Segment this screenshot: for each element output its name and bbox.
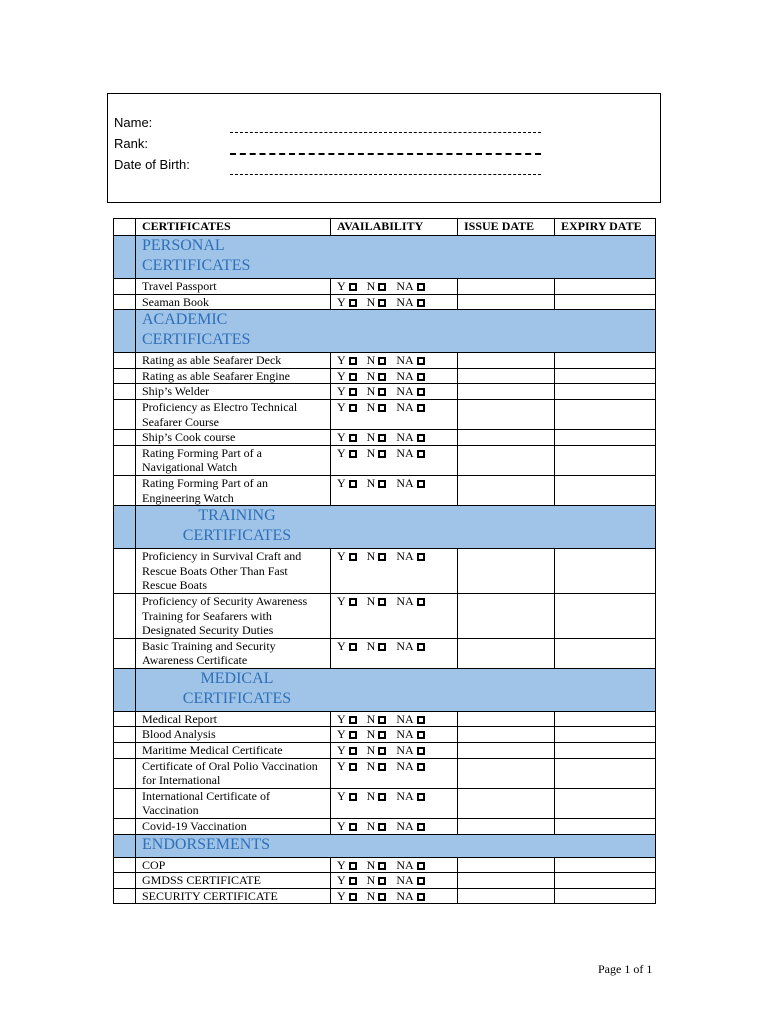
na-checkbox[interactable]: [417, 450, 425, 458]
availability-n-label: N: [366, 475, 376, 490]
table-row: [114, 711, 656, 727]
availability-n-label: N: [366, 430, 376, 445]
issue-date-cell[interactable]: [458, 399, 555, 429]
yes-checkbox[interactable]: [349, 373, 357, 381]
availability-na-label: NA: [396, 711, 414, 726]
na-checkbox[interactable]: [417, 598, 425, 606]
issue-date-cell[interactable]: [458, 279, 555, 295]
no-checkbox[interactable]: [378, 598, 386, 606]
expiry-date-cell[interactable]: [555, 873, 656, 889]
issue-date-cell[interactable]: [458, 368, 555, 384]
section-index-cell: [114, 668, 136, 711]
availability-n-label: N: [366, 279, 376, 293]
na-checkbox[interactable]: [417, 299, 425, 307]
na-checkbox[interactable]: [417, 823, 425, 831]
yes-checkbox[interactable]: [349, 598, 357, 606]
certificate-name: Medical Report: [136, 711, 331, 727]
table-row: [114, 727, 656, 743]
availability-cell: [331, 857, 458, 873]
certificate-name: Certificate of Oral Polio Vaccination for International: [136, 758, 331, 788]
issue-date-cell[interactable]: [458, 873, 555, 889]
certificate-name: Basic Training and Security Awareness Certificate: [136, 638, 331, 668]
no-checkbox[interactable]: [378, 373, 386, 381]
expiry-date-cell[interactable]: [555, 279, 656, 295]
availability-y-label: Y: [337, 399, 346, 414]
certificate-name: Maritime Medical Certificate: [136, 743, 331, 759]
availability-header: AVAILABILITY: [331, 219, 458, 236]
availability-n-label: N: [366, 368, 376, 383]
availability-cell: [331, 353, 458, 369]
yes-checkbox[interactable]: [349, 643, 357, 651]
row-index-cell: [114, 819, 136, 835]
availability-na-label: NA: [396, 819, 414, 834]
availability-y-label: Y: [337, 888, 346, 903]
availability-y-label: Y: [337, 743, 346, 758]
table-row: [114, 475, 656, 505]
na-checkbox[interactable]: [417, 893, 425, 901]
certificate-name: Ship’s Welder: [136, 384, 331, 400]
issue-date-cell[interactable]: [458, 727, 555, 743]
issue-date-cell[interactable]: [458, 857, 555, 873]
table-row: [114, 399, 656, 429]
certificate-name: COP: [136, 857, 331, 873]
availability-cell: [331, 368, 458, 384]
expiry-date-cell[interactable]: [555, 743, 656, 759]
no-checkbox[interactable]: [378, 716, 386, 724]
availability-cell: [331, 549, 458, 594]
certificate-name: Proficiency of Security Awareness Training for Seafarers with Designated Security Duties: [136, 593, 331, 638]
table-row: [114, 384, 656, 400]
availability-n-label: N: [366, 888, 376, 903]
no-checkbox[interactable]: [378, 862, 386, 870]
availability-n-label: N: [366, 593, 376, 608]
section-title: ACADEMIC CERTIFICATES: [142, 311, 251, 349]
certificates-body: [114, 236, 656, 904]
na-checkbox[interactable]: [417, 862, 425, 870]
expiry-date-cell[interactable]: [555, 758, 656, 788]
no-checkbox[interactable]: [378, 299, 386, 307]
availability-cell: [331, 788, 458, 818]
personal-info-box: [107, 93, 661, 203]
certificate-name: Blood Analysis: [136, 727, 331, 743]
expiry-date-cell[interactable]: [555, 445, 656, 475]
availability-n-label: N: [366, 758, 376, 773]
availability-y-label: Y: [337, 593, 346, 608]
no-checkbox[interactable]: [378, 434, 386, 442]
issue-date-cell[interactable]: [458, 430, 555, 446]
name-label: Name:: [114, 115, 153, 130]
dob-field[interactable]: [230, 174, 541, 175]
expiry-date-cell[interactable]: [555, 430, 656, 446]
availability-n-label: N: [366, 384, 376, 399]
section-row: [114, 506, 656, 549]
table-row: [114, 873, 656, 889]
availability-y-label: Y: [337, 549, 346, 564]
section-row: [114, 834, 656, 857]
availability-cell: [331, 888, 458, 904]
availability-y-label: Y: [337, 727, 346, 742]
no-checkbox[interactable]: [378, 643, 386, 651]
section-row: [114, 310, 656, 353]
section-title: MEDICAL CERTIFICATES: [182, 669, 292, 707]
availability-cell: [331, 279, 458, 295]
issue-date-cell[interactable]: [458, 475, 555, 505]
row-index-cell: [114, 743, 136, 759]
table-row: [114, 819, 656, 835]
availability-na-label: NA: [396, 873, 414, 888]
availability-cell: [331, 384, 458, 400]
availability-cell: [331, 638, 458, 668]
certificates-header: CERTIFICATES: [136, 219, 331, 236]
availability-y-label: Y: [337, 819, 346, 834]
availability-na-label: NA: [396, 430, 414, 445]
availability-n-label: N: [366, 445, 376, 460]
expiry-date-cell[interactable]: [555, 549, 656, 594]
yes-checkbox[interactable]: [349, 823, 357, 831]
row-index-cell: [114, 888, 136, 904]
availability-cell: [331, 758, 458, 788]
row-index-cell: [114, 549, 136, 594]
availability-na-label: NA: [396, 475, 414, 490]
row-index-cell: [114, 727, 136, 743]
na-checkbox[interactable]: [417, 553, 425, 561]
availability-y-label: Y: [337, 430, 346, 445]
availability-cell: [331, 445, 458, 475]
availability-cell: [331, 430, 458, 446]
certificate-name: SECURITY CERTIFICATE: [136, 888, 331, 904]
yes-checkbox[interactable]: [349, 731, 357, 739]
certificate-name: Rating Forming Part of an Engineering Watch: [136, 475, 331, 505]
availability-y-label: Y: [337, 638, 346, 653]
availability-na-label: NA: [396, 549, 414, 564]
availability-y-label: Y: [337, 475, 346, 490]
certificate-name: Travel Passport: [136, 279, 331, 295]
availability-y-label: Y: [337, 788, 346, 803]
table-row: [114, 445, 656, 475]
availability-y-label: Y: [337, 384, 346, 399]
certificate-name: Proficiency as Electro Technical Seafarer Course: [136, 399, 331, 429]
na-checkbox[interactable]: [417, 404, 425, 412]
availability-na-label: NA: [396, 353, 414, 368]
table-row: [114, 788, 656, 818]
availability-na-label: NA: [396, 788, 414, 803]
na-checkbox[interactable]: [417, 716, 425, 724]
no-checkbox[interactable]: [378, 747, 386, 755]
availability-cell: [331, 475, 458, 505]
availability-y-label: Y: [337, 294, 346, 309]
dob-label: Date of Birth:: [114, 157, 190, 172]
section-title: PERSONAL CERTIFICATES: [142, 237, 251, 274]
no-checkbox[interactable]: [378, 450, 386, 458]
availability-na-label: NA: [396, 743, 414, 758]
row-index-cell: [114, 399, 136, 429]
issue-date-cell[interactable]: [458, 353, 555, 369]
no-checkbox[interactable]: [378, 357, 386, 365]
row-index-cell: [114, 430, 136, 446]
section-index-cell: [114, 506, 136, 549]
expiry-date-cell[interactable]: [555, 294, 656, 310]
na-checkbox[interactable]: [417, 434, 425, 442]
yes-checkbox[interactable]: [349, 877, 357, 885]
availability-n-label: N: [366, 727, 376, 742]
certificates-table: [113, 218, 656, 904]
availability-na-label: NA: [396, 758, 414, 773]
availability-na-label: NA: [396, 279, 414, 293]
availability-y-label: Y: [337, 857, 346, 872]
issue-date-cell[interactable]: [458, 593, 555, 638]
expiry-date-cell[interactable]: [555, 368, 656, 384]
availability-na-label: NA: [396, 638, 414, 653]
availability-na-label: NA: [396, 294, 414, 309]
availability-y-label: Y: [337, 711, 346, 726]
issue-date-cell[interactable]: [458, 758, 555, 788]
yes-checkbox[interactable]: [349, 763, 357, 771]
row-index-cell: [114, 384, 136, 400]
availability-n-label: N: [366, 857, 376, 872]
table-row: [114, 888, 656, 904]
availability-n-label: N: [366, 353, 376, 368]
expiry-date-cell[interactable]: [555, 857, 656, 873]
availability-n-label: N: [366, 873, 376, 888]
availability-y-label: Y: [337, 368, 346, 383]
issue-date-cell[interactable]: [458, 549, 555, 594]
certificate-name: Rating Forming Part of a Navigational Watch: [136, 445, 331, 475]
availability-na-label: NA: [396, 445, 414, 460]
yes-checkbox[interactable]: [349, 404, 357, 412]
expiry-date-cell[interactable]: [555, 788, 656, 818]
expiry-date-cell[interactable]: [555, 475, 656, 505]
yes-checkbox[interactable]: [349, 283, 357, 291]
section-title: ENDORSEMENTS: [142, 835, 271, 853]
row-index-cell: [114, 368, 136, 384]
expiry-date-cell[interactable]: [555, 727, 656, 743]
issue-date-cell[interactable]: [458, 743, 555, 759]
index-header: [114, 219, 136, 236]
certificate-name: GMDSS CERTIFICATE: [136, 873, 331, 889]
certificate-name: Covid-19 Vaccination: [136, 819, 331, 835]
rank-field[interactable]: [230, 153, 541, 155]
expiry-date-cell[interactable]: [555, 819, 656, 835]
table-row: [114, 758, 656, 788]
yes-checkbox[interactable]: [349, 893, 357, 901]
table-row: [114, 593, 656, 638]
availability-na-label: NA: [396, 727, 414, 742]
table-row: [114, 279, 656, 295]
no-checkbox[interactable]: [378, 877, 386, 885]
row-index-cell: [114, 758, 136, 788]
availability-n-label: N: [366, 711, 376, 726]
yes-checkbox[interactable]: [349, 862, 357, 870]
table-row: [114, 294, 656, 310]
table-header-row: [114, 219, 656, 236]
expiry-date-header: EXPIRY DATE: [555, 219, 656, 236]
no-checkbox[interactable]: [378, 388, 386, 396]
availability-y-label: Y: [337, 758, 346, 773]
availability-n-label: N: [366, 399, 376, 414]
availability-cell: [331, 593, 458, 638]
no-checkbox[interactable]: [378, 763, 386, 771]
availability-n-label: N: [366, 819, 376, 834]
table-row: [114, 549, 656, 594]
availability-cell: [331, 727, 458, 743]
availability-cell: [331, 294, 458, 310]
row-index-cell: [114, 353, 136, 369]
table-row: [114, 638, 656, 668]
yes-checkbox[interactable]: [349, 747, 357, 755]
certificate-name: Ship’s Cook course: [136, 430, 331, 446]
table-row: [114, 368, 656, 384]
yes-checkbox[interactable]: [349, 793, 357, 801]
page-number: Page 1 of 1: [598, 962, 653, 976]
na-checkbox[interactable]: [417, 763, 425, 771]
certificate-name: Proficiency in Survival Craft and Rescue Boats Other Than Fast Rescue Boats: [136, 549, 331, 594]
availability-y-label: Y: [337, 353, 346, 368]
na-checkbox[interactable]: [417, 731, 425, 739]
yes-checkbox[interactable]: [349, 480, 357, 488]
issue-date-cell[interactable]: [458, 711, 555, 727]
row-index-cell: [114, 445, 136, 475]
yes-checkbox[interactable]: [349, 299, 357, 307]
section-index-cell: [114, 834, 136, 857]
availability-y-label: Y: [337, 279, 346, 293]
availability-na-label: NA: [396, 888, 414, 903]
na-checkbox[interactable]: [417, 643, 425, 651]
availability-na-label: NA: [396, 399, 414, 414]
expiry-date-cell[interactable]: [555, 353, 656, 369]
name-field[interactable]: [230, 132, 541, 133]
row-index-cell: [114, 475, 136, 505]
row-index-cell: [114, 294, 136, 310]
expiry-date-cell[interactable]: [555, 593, 656, 638]
expiry-date-cell[interactable]: [555, 384, 656, 400]
issue-date-cell[interactable]: [458, 788, 555, 818]
yes-checkbox[interactable]: [349, 388, 357, 396]
yes-checkbox[interactable]: [349, 357, 357, 365]
row-index-cell: [114, 857, 136, 873]
expiry-date-cell[interactable]: [555, 638, 656, 668]
availability-n-label: N: [366, 294, 376, 309]
issue-date-cell[interactable]: [458, 888, 555, 904]
availability-na-label: NA: [396, 384, 414, 399]
availability-cell: [331, 711, 458, 727]
certificate-name: Rating as able Seafarer Deck: [136, 353, 331, 369]
availability-cell: [331, 873, 458, 889]
section-row: [114, 236, 656, 279]
no-checkbox[interactable]: [378, 553, 386, 561]
na-checkbox[interactable]: [417, 877, 425, 885]
na-checkbox[interactable]: [417, 357, 425, 365]
no-checkbox[interactable]: [378, 823, 386, 831]
issue-date-cell[interactable]: [458, 294, 555, 310]
section-title: TRAINING CERTIFICATES: [182, 507, 292, 545]
availability-n-label: N: [366, 638, 376, 653]
expiry-date-cell[interactable]: [555, 888, 656, 904]
certificate-name: Seaman Book: [136, 294, 331, 310]
na-checkbox[interactable]: [417, 388, 425, 396]
na-checkbox[interactable]: [417, 373, 425, 381]
yes-checkbox[interactable]: [349, 716, 357, 724]
availability-n-label: N: [366, 788, 376, 803]
no-checkbox[interactable]: [378, 283, 386, 291]
row-index-cell: [114, 279, 136, 295]
row-index-cell: [114, 638, 136, 668]
section-index-cell: [114, 310, 136, 353]
availability-cell: [331, 399, 458, 429]
table-row: [114, 430, 656, 446]
row-index-cell: [114, 873, 136, 889]
issue-date-header: ISSUE DATE: [458, 219, 555, 236]
issue-date-cell[interactable]: [458, 819, 555, 835]
na-checkbox[interactable]: [417, 283, 425, 291]
yes-checkbox[interactable]: [349, 450, 357, 458]
issue-date-cell[interactable]: [458, 384, 555, 400]
row-index-cell: [114, 593, 136, 638]
section-row: [114, 668, 656, 711]
availability-na-label: NA: [396, 593, 414, 608]
row-index-cell: [114, 788, 136, 818]
na-checkbox[interactable]: [417, 793, 425, 801]
availability-n-label: N: [366, 743, 376, 758]
no-checkbox[interactable]: [378, 793, 386, 801]
availability-n-label: N: [366, 549, 376, 564]
no-checkbox[interactable]: [378, 480, 386, 488]
availability-na-label: NA: [396, 368, 414, 383]
issue-date-cell[interactable]: [458, 638, 555, 668]
section-index-cell: [114, 236, 136, 279]
yes-checkbox[interactable]: [349, 553, 357, 561]
availability-na-label: NA: [396, 857, 414, 872]
no-checkbox[interactable]: [378, 893, 386, 901]
certificate-name: International Certificate of Vaccination: [136, 788, 331, 818]
table-row: [114, 743, 656, 759]
availability-cell: [331, 743, 458, 759]
expiry-date-cell[interactable]: [555, 711, 656, 727]
no-checkbox[interactable]: [378, 731, 386, 739]
na-checkbox[interactable]: [417, 480, 425, 488]
row-index-cell: [114, 711, 136, 727]
table-row: [114, 353, 656, 369]
rank-label: Rank:: [114, 136, 148, 151]
availability-y-label: Y: [337, 445, 346, 460]
na-checkbox[interactable]: [417, 747, 425, 755]
availability-cell: [331, 819, 458, 835]
yes-checkbox[interactable]: [349, 434, 357, 442]
issue-date-cell[interactable]: [458, 445, 555, 475]
availability-y-label: Y: [337, 873, 346, 888]
expiry-date-cell[interactable]: [555, 399, 656, 429]
no-checkbox[interactable]: [378, 404, 386, 412]
certificate-name: Rating as able Seafarer Engine: [136, 368, 331, 384]
table-row: [114, 857, 656, 873]
